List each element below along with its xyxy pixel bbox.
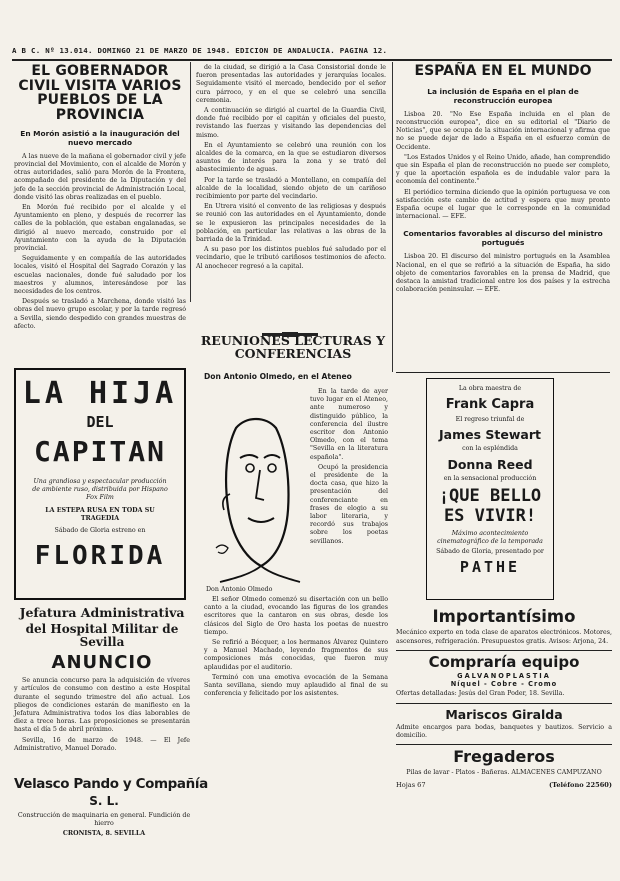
classified-footer: [396, 781, 612, 789]
paragraph: Lisboa 20. "No Ese España incluida en el plan de reconstrucción europea", dice en su editorial el "Diario de Noticias", que se ocupa de la situación internacional y afirma que no se puede dejar de lado a España en el esfuerzo común de Occidente.: [396, 110, 610, 151]
page-header: A B C. Nº 13.014. DOMINGO 21 DE MARZO DE 1948. EDICION DE ANDALUCIA. PAGINA 12.: [12, 46, 388, 55]
notice-anuncio: ANUNCIO: [51, 652, 153, 674]
article-headline: EL GOBERNADOR CIVIL VISITA VARIOS PUEBLOS DE LA PROVINCIA: [18, 63, 182, 124]
ad-line: en la sensacional producción: [443, 474, 537, 482]
paragraph: de la ciudad, se dirigió a la Casa Consistorial donde le fueron presentadas las autoridades y jerarquías locales. Seguidamente visitó el mercado, bendecido por el señor cura párroco, y en el que se celebró una sencilla ceremonia.: [196, 64, 386, 104]
article-governor-continued: [196, 64, 386, 312]
ad-director: Frank Capra: [445, 397, 535, 413]
classified-title: Importantísimo: [432, 607, 576, 626]
classified-text: Pilas de lavar - Platos - Bañeras. ALMACENES CAMPUZANO: [406, 769, 602, 776]
company-name: Velasco Pando y Compañía: [14, 776, 208, 792]
notice-title-2: del Hospital Militar de Sevilla: [25, 622, 179, 649]
section-title: REUNIONES LECTURAS Y CONFERENCIAS: [200, 333, 386, 362]
ad-title-1: LA HIJA: [22, 376, 178, 411]
paragraph: Después se trasladó a Marchena, donde visitó las obras del nuevo grupo escolar, y por la tarde regresó a Sevilla, siendo despedido con grandes muestras de afecto.: [14, 298, 186, 330]
caricature-drawing: [206, 398, 306, 588]
ad-title-3: CAPITAN: [33, 435, 166, 468]
paragraph: Por la tarde se trasladó a Montellano, en compañía del alcalde de la localidad, siendo objeto de un cariñoso recibimiento por parte del vecindario.: [196, 176, 386, 201]
ad-velasco-pando: [14, 776, 208, 846]
paragraph: A continuación se dirigió al cuartel de la Guardia Civil, donde fué recibido por el capitán y oficiales del puesto, revistando las fuerzas y visitando las dependencias del mismo.: [196, 107, 386, 139]
ad-line: Máximo acontecimiento cinematográfico de la temporada: [437, 529, 543, 546]
paragraph: Se refirió a Bécquer, a los hermanos Álvarez Quintero y a Manuel Machado, leyendo fragmentos de sus composiciones más conocidas, que fueron muy aplaudidas por el auditorio.: [204, 639, 388, 671]
paragraph: Ocupó la presidencia el presidente de la docta casa, que hizo la presentación del conferenciante en frases de elogio a su labor literaria, y recordó sus trabajos sobre los poetas sevillanos.: [310, 463, 388, 545]
notice-hospital-militar: [14, 606, 190, 766]
article-olmedo-bottom: [204, 596, 388, 850]
ad-line: El regreso triunfal de: [455, 416, 525, 424]
ad-line: con la espléndida: [462, 445, 518, 453]
notice-title-1: Jefatura Administrativa: [19, 605, 185, 620]
article-headline: Don Antonio Olmedo, en el Ateneo: [204, 372, 352, 381]
article-governor: [14, 63, 186, 330]
ad-la-hija-del-capitan: [14, 368, 186, 600]
paragraph: El señor Olmedo comenzó su disertación con un bello canto a la ciudad, evocando las figuras de los grandes escritores que la cantaron en sus obras, desde los clásicos del Siglo de Oro hasta los poetas de nuestro tiempo.: [204, 596, 388, 636]
classified-title: Compraría equipo: [428, 652, 580, 671]
classified-rule: [396, 744, 612, 745]
ad-theater: FLORIDA: [34, 541, 166, 572]
ad-film-title-1: ¡QUE BELLO: [438, 485, 542, 506]
paragraph: El periódico termina diciendo que la opinión portuguesa ve con satisfacción este cambio de actitud y espera que muy pronto España ocupe el lugar que le corresponde en la comunidad internacional. — EFE.: [396, 188, 610, 221]
classified-subtitle: Níquel - Cobre - Cromo: [450, 680, 558, 689]
ad-premiere: LA ESTEPA RUSA EN TODA SU TRAGEDIA: [45, 506, 155, 522]
ad-que-bello-es-vivir: [426, 378, 554, 600]
paragraph: Seguidamente y en compañía de las autoridades locales, visitó el Hospital del Sagrado Corazón y las escuelas nacionales, donde fué saludado por los maestros y alumnos, interesándose por las necesidades de los centros.: [14, 255, 186, 295]
article-spain-world: [396, 64, 610, 370]
company-suffix: S. L.: [89, 794, 119, 808]
paragraph: A su paso por los distintos pueblos fué saludado por el vecindario, que le tributó cariñosos testimonios de afecto. Al anochecer regresó a la capital.: [196, 246, 386, 270]
paragraph: Se anuncia concurso para la adquisición de víveres y artículos de consumo con destino a este Hospital durante el segundo trimestre del año actual. Los pliegos de condiciones estarán de manifiesto en la Jefatura Administrativa todos los días laborables de diez a trece horas. Las proposiciones se presentarán hasta el día 5 de abril próximo.: [14, 677, 190, 734]
article-headline: ESPAÑA EN EL MUNDO: [414, 63, 592, 79]
classified-rule: [396, 650, 612, 651]
classifieds: [396, 608, 612, 870]
column-separator: [392, 62, 393, 372]
ad-date: Sábado de Gloria estreno en: [54, 527, 146, 535]
ad-line: Sábado de Gloria, presentado por: [436, 548, 544, 556]
ad-description: Una grandiosa y espectacular producción de ambiente ruso, distribuida por Hispano Fox Film: [32, 478, 168, 502]
article-subhead-2: Comentarios favorables al discurso del ministro portugués: [403, 229, 603, 248]
paragraph: Lisboa 20. El discurso del ministro portugués en la Asamblea Nacional, en el que se refirió a la situación de España, ha sido objeto de comentarios favorables en la prensa de Madrid, que destaca la amistad tradicional entre los dos países y la estrecha colaboración peninsular. — EFE.: [396, 253, 610, 294]
classified-phone: (Teléfono 22560): [549, 781, 612, 790]
ad-star-2: Donna Reed: [447, 456, 533, 472]
ad-distributor: PATHE: [459, 558, 521, 577]
article-olmedo-side: [310, 388, 388, 594]
paragraph: "Los Estados Unidos y el Reino Unido, añade, han comprendido que sin España el plan de reconstrucción no puede ser completo, y que la aportación española es de indudable valor para la economía del continente.": [396, 153, 610, 186]
column-separator: [190, 62, 191, 302]
paragraph: En Morón fué recibido por el alcalde y el Ayuntamiento en pleno, y después de recorrer las calles de la población, que estaban engalanadas, se dirigió al nuevo mercado, construido por el Ayuntamiento con la ayuda de la Diputación provincial.: [14, 203, 186, 252]
classified-note: Hojas 67: [396, 781, 426, 790]
ornament-rule: [262, 322, 318, 327]
ad-star-1: James Stewart: [439, 427, 541, 443]
classified-title: Fregaderos: [453, 747, 555, 767]
paragraph: En el Ayuntamiento se celebró una reunión con los alcaldes de la comarca, en la que se estudiaron diversos asuntos de interés para la zona y se trató del abastecimiento de aguas.: [196, 141, 386, 174]
ad-line: La obra maestra de: [458, 385, 522, 392]
article-body: [14, 153, 186, 331]
company-desc: Construcción de maquinaria en general. Fundición de hierro: [17, 812, 191, 828]
signature: Sevilla, 16 de marzo de 1948. — El Jefe Administrativo, Manuel Dorado.: [14, 736, 190, 752]
classified-text: Ofertas detalladas: Jesús del Gran Poder, 18. Sevilla.: [396, 690, 565, 698]
article-body: [396, 111, 610, 222]
classified-subtitle: GALVANOPLASTIA: [457, 672, 551, 681]
article-subhead: En Morón asistió a la inauguración del nuevo mercado: [20, 128, 180, 147]
notice-body: [14, 677, 190, 753]
header-rule: [12, 59, 612, 61]
paragraph: En la tarde de ayer tuvo lugar en el Ateneo, ante numeroso y distinguido público, la conferencia del ilustre escritor don Antonio Olmedo, con el tema "Sevilla en la literatura española".: [310, 388, 388, 461]
paragraph: Terminó con una emotiva evocación de la Semana Santa sevillana, siendo muy aplaudido al final de su conferencia y felicitado por los asistentes.: [204, 673, 388, 698]
classified-rule: [396, 703, 612, 704]
article-body: [196, 64, 386, 271]
article-subhead: La inclusión de España en el plan de reconstrucción europea: [427, 86, 579, 105]
column-rule: [396, 372, 610, 373]
ad-title-2: DEL: [86, 413, 114, 431]
article-body-2: [396, 253, 610, 294]
classified-title: Mariscos Giralda: [445, 706, 563, 722]
company-address: CRONISTA, 8. SEVILLA: [62, 830, 146, 838]
classified-text: Admite encargos para bodas, banquetes y bautizos. Servicio a domicilio.: [396, 723, 612, 739]
paragraph: A las nueve de la mañana el gobernador civil y jefe provincial del Movimiento, con el alcalde de Morón y otras autoridades, salió para Morón de la Frontera, acompañado del presidente de la Diputación y del jefe de la sección provincial de Administración Local, donde visitó las obras realizadas en el pueblo.: [14, 152, 186, 201]
paragraph: En Utrera visitó el convento de las religiosas y después se reunió con las autoridades en el Ayuntamiento, donde se le expusieron las principales necesidades de la población, en particular las relativas a las obras de la barriada de la Trinidad.: [196, 203, 386, 244]
ad-film-title-2: ES VIVIR!: [443, 505, 537, 526]
caricature-caption: Don Antonio Olmedo: [206, 586, 273, 593]
classified-text: Mecánico experto en toda clase de aparatos electrónicos. Motores, ascensores, refrigeración. Presupuestos gratis. Avisos: Arjona, 24.: [396, 629, 612, 645]
